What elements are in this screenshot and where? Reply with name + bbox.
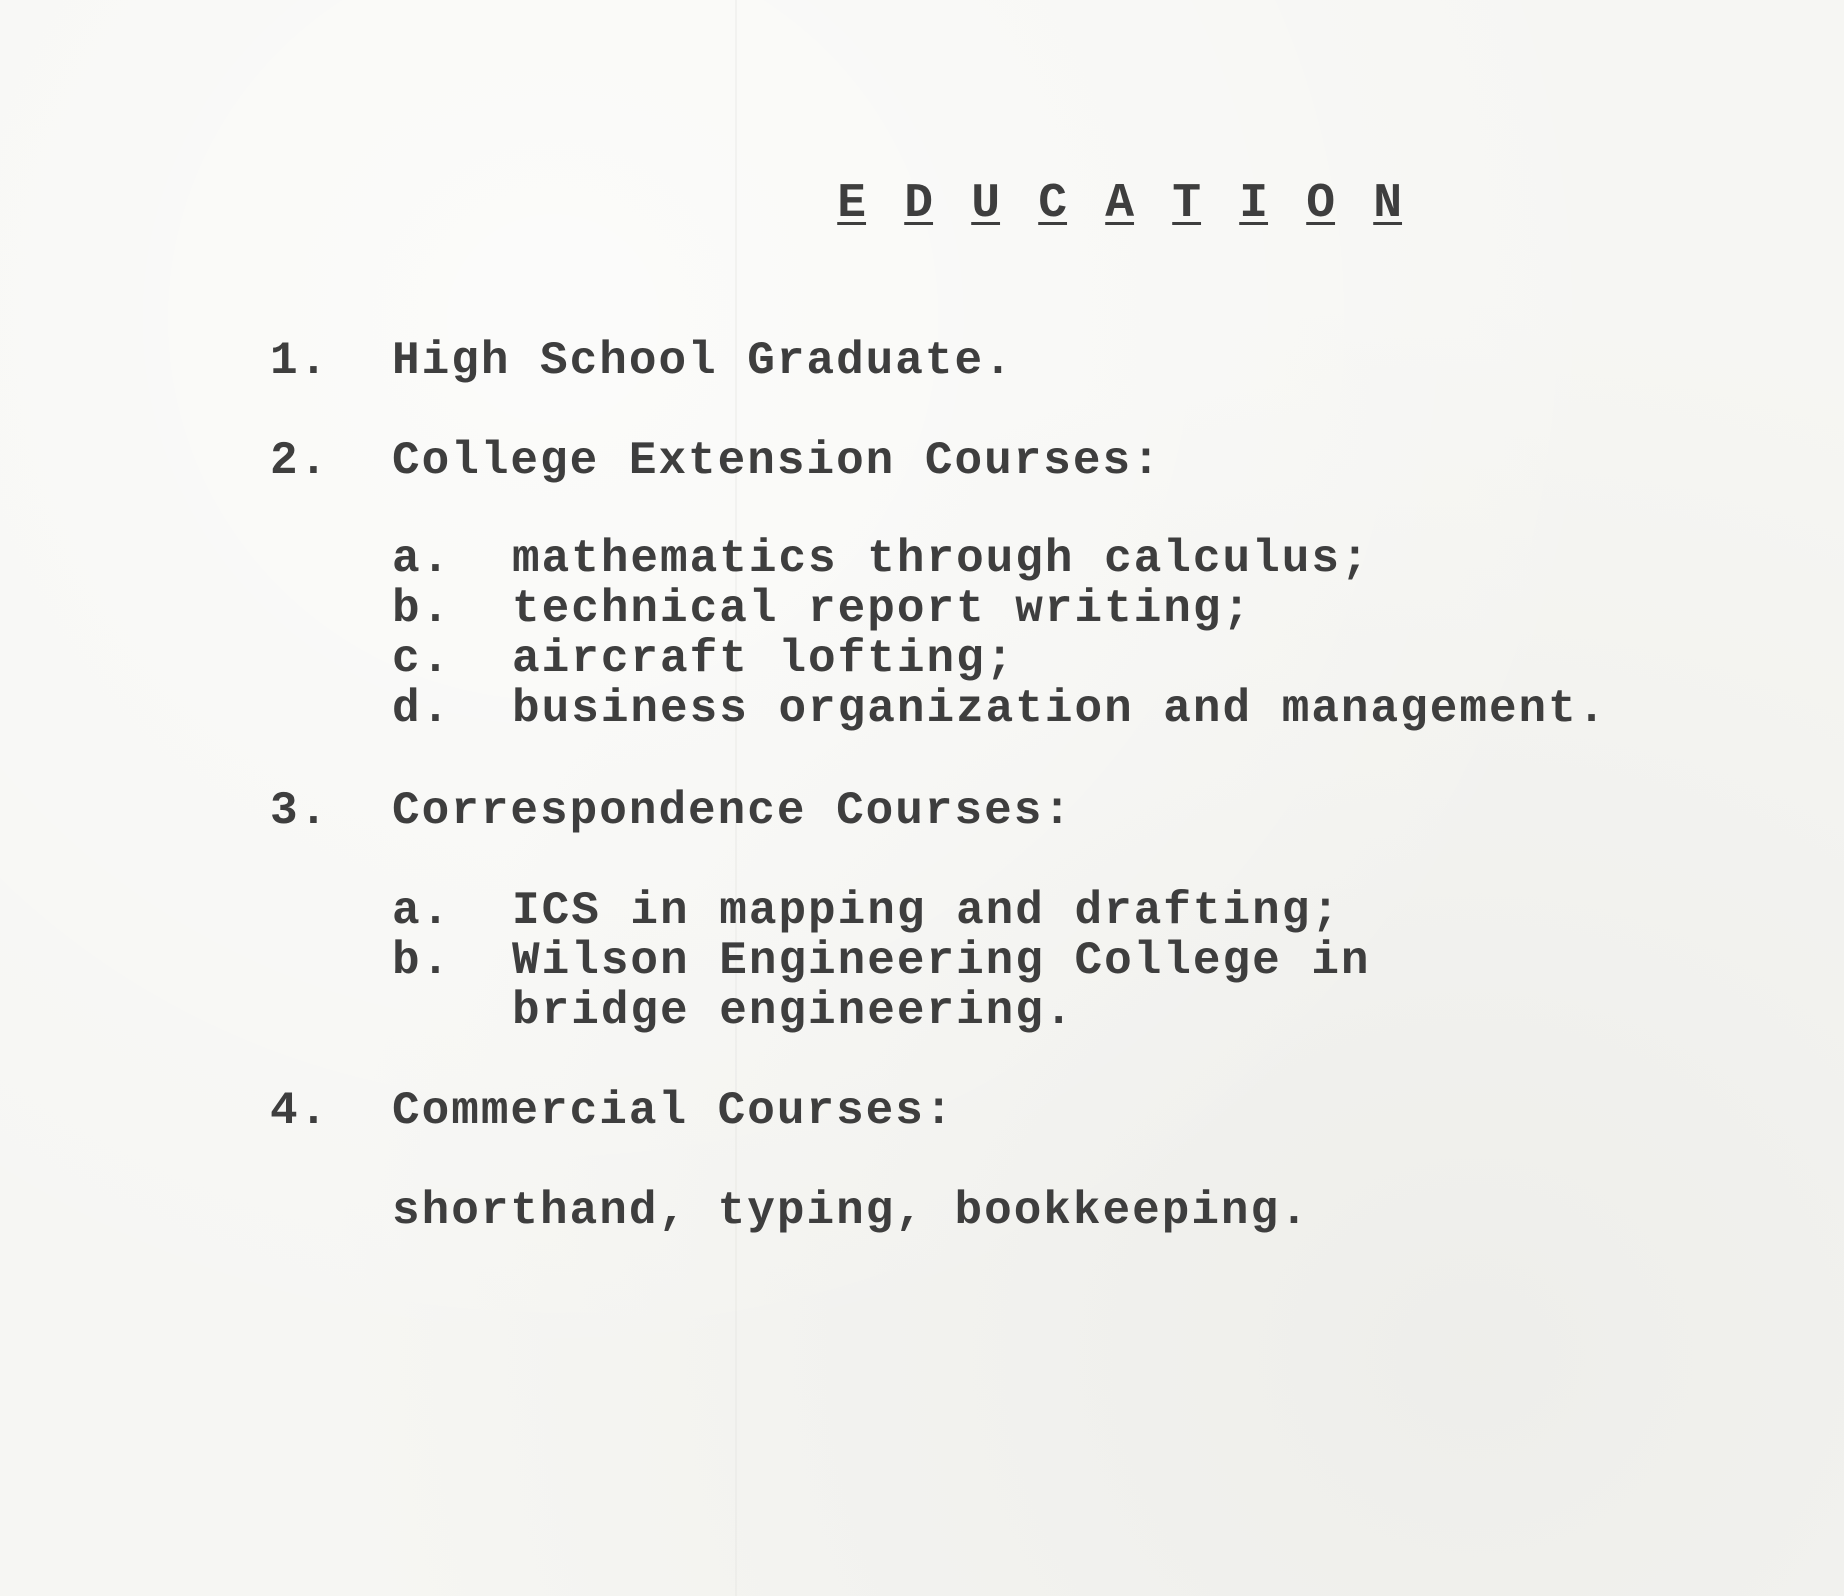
item-number: 3. xyxy=(270,785,330,837)
item-number: 1. xyxy=(270,335,330,387)
subitem-letter: a. xyxy=(392,885,452,937)
title-letter: C xyxy=(1038,177,1068,231)
subitem-letter: c. xyxy=(392,633,452,685)
item-number: 2. xyxy=(270,435,330,487)
item-heading: High School Graduate. xyxy=(392,335,1014,387)
title-letter: E xyxy=(837,177,867,231)
subitem-text: ICS in mapping and drafting; xyxy=(512,885,1341,937)
item-heading: Commercial Courses: xyxy=(392,1085,955,1137)
subitem-text-continuation: bridge engineering. xyxy=(512,985,1075,1037)
subitem-text: technical report writing; xyxy=(512,583,1253,635)
subitem-text: Wilson Engineering College in xyxy=(512,935,1371,987)
subitem-letter: d. xyxy=(392,683,452,735)
title-letter: O xyxy=(1306,177,1336,231)
title-letter: D xyxy=(904,177,934,231)
title-letter: A xyxy=(1105,177,1135,231)
item-number: 4. xyxy=(270,1085,330,1137)
subitem-text: aircraft lofting; xyxy=(512,633,1016,685)
page-title xyxy=(722,132,1440,276)
item-detail: shorthand, typing, bookkeeping. xyxy=(392,1185,1310,1237)
item-heading: College Extension Courses: xyxy=(392,435,1162,487)
subitem-letter: a. xyxy=(392,533,452,585)
title-letter: T xyxy=(1172,177,1202,231)
subitem-text: business organization and management. xyxy=(512,683,1608,735)
subitem-letter: b. xyxy=(392,583,452,635)
item-heading: Correspondence Courses: xyxy=(392,785,1073,837)
subitem-letter: b. xyxy=(392,935,452,987)
title-letter: U xyxy=(971,177,1001,231)
subitem-text: mathematics through calculus; xyxy=(512,533,1371,585)
title-letter: N xyxy=(1373,177,1403,231)
title-letter: I xyxy=(1239,177,1269,231)
